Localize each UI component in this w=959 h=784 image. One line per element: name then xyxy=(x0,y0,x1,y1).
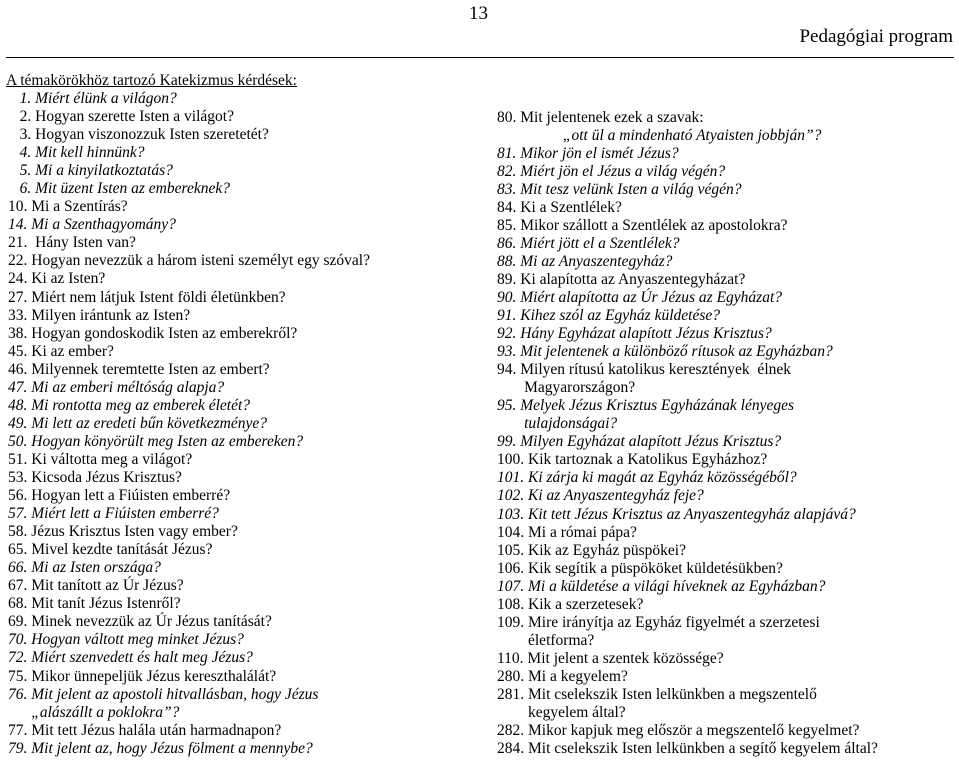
question-item: 90. Miért alapította az Úr Jézus az Egyházat? xyxy=(497,288,783,306)
question-item: „alászállt a poklokra”? xyxy=(8,703,180,721)
question-item: 92. Hány Egyházat alapított Jézus Krisztus? xyxy=(497,325,772,343)
question-item: 22. Hogyan nevezzük a három isteni személyt egy szóval? xyxy=(8,252,370,270)
question-item: 80. Mit jelentenek ezek a szavak: xyxy=(497,108,704,126)
question-item: 102. Ki az Anyaszentegyház feje? xyxy=(497,487,704,505)
question-item: életforma? xyxy=(497,631,595,649)
question-item: 3. Hogyan viszonozzuk Isten szeretetét? xyxy=(8,126,269,144)
question-item: 33. Milyen irántunk az Isten? xyxy=(8,306,191,324)
question-item: 282. Mikor kapjuk meg először a megszentelő kegyelmet? xyxy=(497,722,860,740)
question-item: 47. Mi az emberi méltóság alapja? xyxy=(8,378,225,396)
question-item: 101. Ki zárja ki magát az Egyház közösségéből? xyxy=(497,469,797,487)
question-item: 49. Mi lett az eredeti bűn következménye? xyxy=(8,414,267,432)
question-item: 6. Mit üzent Isten az embereknek? xyxy=(8,180,230,198)
question-item: 88. Mi az Anyaszentegyház? xyxy=(497,252,673,270)
question-item: 50. Hogyan könyörült meg Isten az embereken? xyxy=(8,432,304,450)
question-item: 77. Mit tett Jézus halála után harmadnapon? xyxy=(8,721,282,739)
question-item: 104. Mi a római pápa? xyxy=(497,523,637,541)
question-item: 106. Kik segítik a püspököket küldetésükben? xyxy=(497,559,783,577)
question-item: 95. Melyek Jézus Krisztus Egyházának lényeges xyxy=(497,397,795,415)
question-item: 24. Ki az Isten? xyxy=(8,270,106,288)
question-item: 56. Hogyan lett a Fiúisten emberré? xyxy=(8,487,231,505)
question-item: 57. Miért lett a Fiúisten emberré? xyxy=(8,505,219,523)
question-item: 75. Mikor ünnepeljük Jézus kereszthalálát? xyxy=(8,667,277,685)
question-item: 89. Ki alapította az Anyaszentegyházat? xyxy=(497,270,746,288)
page-header-title: Pedagógiai program xyxy=(799,26,953,47)
question-item: 48. Mi rontotta meg az emberek életét? xyxy=(8,396,251,414)
question-item: 94. Milyen rítusú katolikus keresztények élnek xyxy=(497,361,792,379)
question-item: 83. Mit tesz velünk Isten a világ végén? xyxy=(497,180,742,198)
question-item: 65. Mivel kezdte tanítását Jézus? xyxy=(8,541,213,559)
question-item: 68. Mit tanít Jézus Istenről? xyxy=(8,595,181,613)
question-item: 84. Ki a Szentlélek? xyxy=(497,198,622,216)
right-question-list xyxy=(497,109,955,759)
question-item: 58. Jézus Krisztus Isten vagy ember? xyxy=(8,523,238,541)
question-item: 110. Mit jelent a szentek közössége? xyxy=(497,649,724,667)
question-item: 66. Mi az Isten országa? xyxy=(8,559,161,577)
question-item: 280. Mi a kegyelem? xyxy=(497,667,628,685)
question-item: 69. Minek nevezzük az Úr Jézus tanítását? xyxy=(8,613,272,631)
question-item: 2. Hogyan szerette Isten a világot? xyxy=(8,108,234,126)
left-question-list xyxy=(8,90,483,758)
question-item: 100. Kik tartoznak a Katolikus Egyházhoz? xyxy=(497,451,768,469)
question-item: 21. Hány Isten van? xyxy=(8,234,136,252)
question-item: 99. Milyen Egyházat alapított Jézus Krisztus? xyxy=(497,433,782,451)
question-item: 53. Kicsoda Jézus Krisztus? xyxy=(8,468,182,486)
question-item: Magyarországon? xyxy=(497,379,636,397)
question-item: 105. Kik az Egyház püspökei? xyxy=(497,541,686,559)
question-item: 76. Mit jelent az apostoli hitvallásban, hogy Jézus xyxy=(8,685,319,703)
page-number: 13 xyxy=(469,3,488,24)
question-item: 70. Hogyan váltott meg minket Jézus? xyxy=(8,631,244,649)
question-item: 79. Mit jelent az, hogy Jézus fölment a mennybe? xyxy=(8,739,313,757)
question-item: 281. Mit cselekszik Isten lelkünkben a megszentelő xyxy=(497,686,817,703)
question-item: 27. Miért nem látjuk Istent földi életünkben? xyxy=(8,288,286,306)
question-item: 45. Ki az ember? xyxy=(8,342,114,360)
question-item: 5. Mi a kinyilatkoztatás? xyxy=(8,162,173,180)
question-item: 4. Mit kell hinnünk? xyxy=(8,144,145,162)
question-item: 107. Mi a küldetése a világi híveknek az Egyházban? xyxy=(497,577,826,595)
question-item: 103. Kit tett Jézus Krisztus az Anyaszentegyház alapjává? xyxy=(497,505,856,523)
question-item: 51. Ki váltotta meg a világot? xyxy=(8,450,193,468)
question-item: kegyelem által? xyxy=(497,704,626,722)
question-item: 108. Kik a szerzetesek? xyxy=(497,595,644,613)
question-item: 109. Mire irányítja az Egyház figyelmét a szerzetesi xyxy=(497,613,820,631)
header-divider xyxy=(6,57,954,58)
question-item: 86. Miért jött el a Szentlélek? xyxy=(497,234,680,252)
question-item: 284. Mit cselekszik Isten lelkünkben a segítő kegyelem által? xyxy=(497,740,878,758)
section-title: A témakörökhöz tartozó Katekizmus kérdések: xyxy=(6,72,297,89)
question-item: 1. Miért élünk a világon? xyxy=(8,90,177,107)
question-item: 38. Hogyan gondoskodik Isten az emberekről? xyxy=(8,324,298,342)
question-item: 91. Kihez szól az Egyház küldetése? xyxy=(497,307,721,325)
question-item: 67. Mit tanított az Úr Jézus? xyxy=(8,577,184,595)
question-item: 46. Milyennek teremtette Isten az embert? xyxy=(8,360,270,378)
question-item: 10. Mi a Szentírás? xyxy=(8,198,128,216)
question-item: 93. Mit jelentenek a különböző rítusok az Egyházban? xyxy=(497,343,833,361)
question-item: 72. Miért szenvedett és halt meg Jézus? xyxy=(8,649,253,667)
question-item: 82. Miért jön el Jézus a világ végén? xyxy=(497,162,726,180)
question-item: tulajdonságai? xyxy=(497,415,618,433)
question-item: 85. Mikor szállott a Szentlélek az apostolokra? xyxy=(497,216,788,234)
question-item: „ott ül a mindenható Atyaisten jobbján”? xyxy=(497,126,822,144)
question-item: 14. Mi a Szenthagyomány? xyxy=(8,216,176,234)
question-item: 81. Mikor jön el ismét Jézus? xyxy=(497,144,679,162)
